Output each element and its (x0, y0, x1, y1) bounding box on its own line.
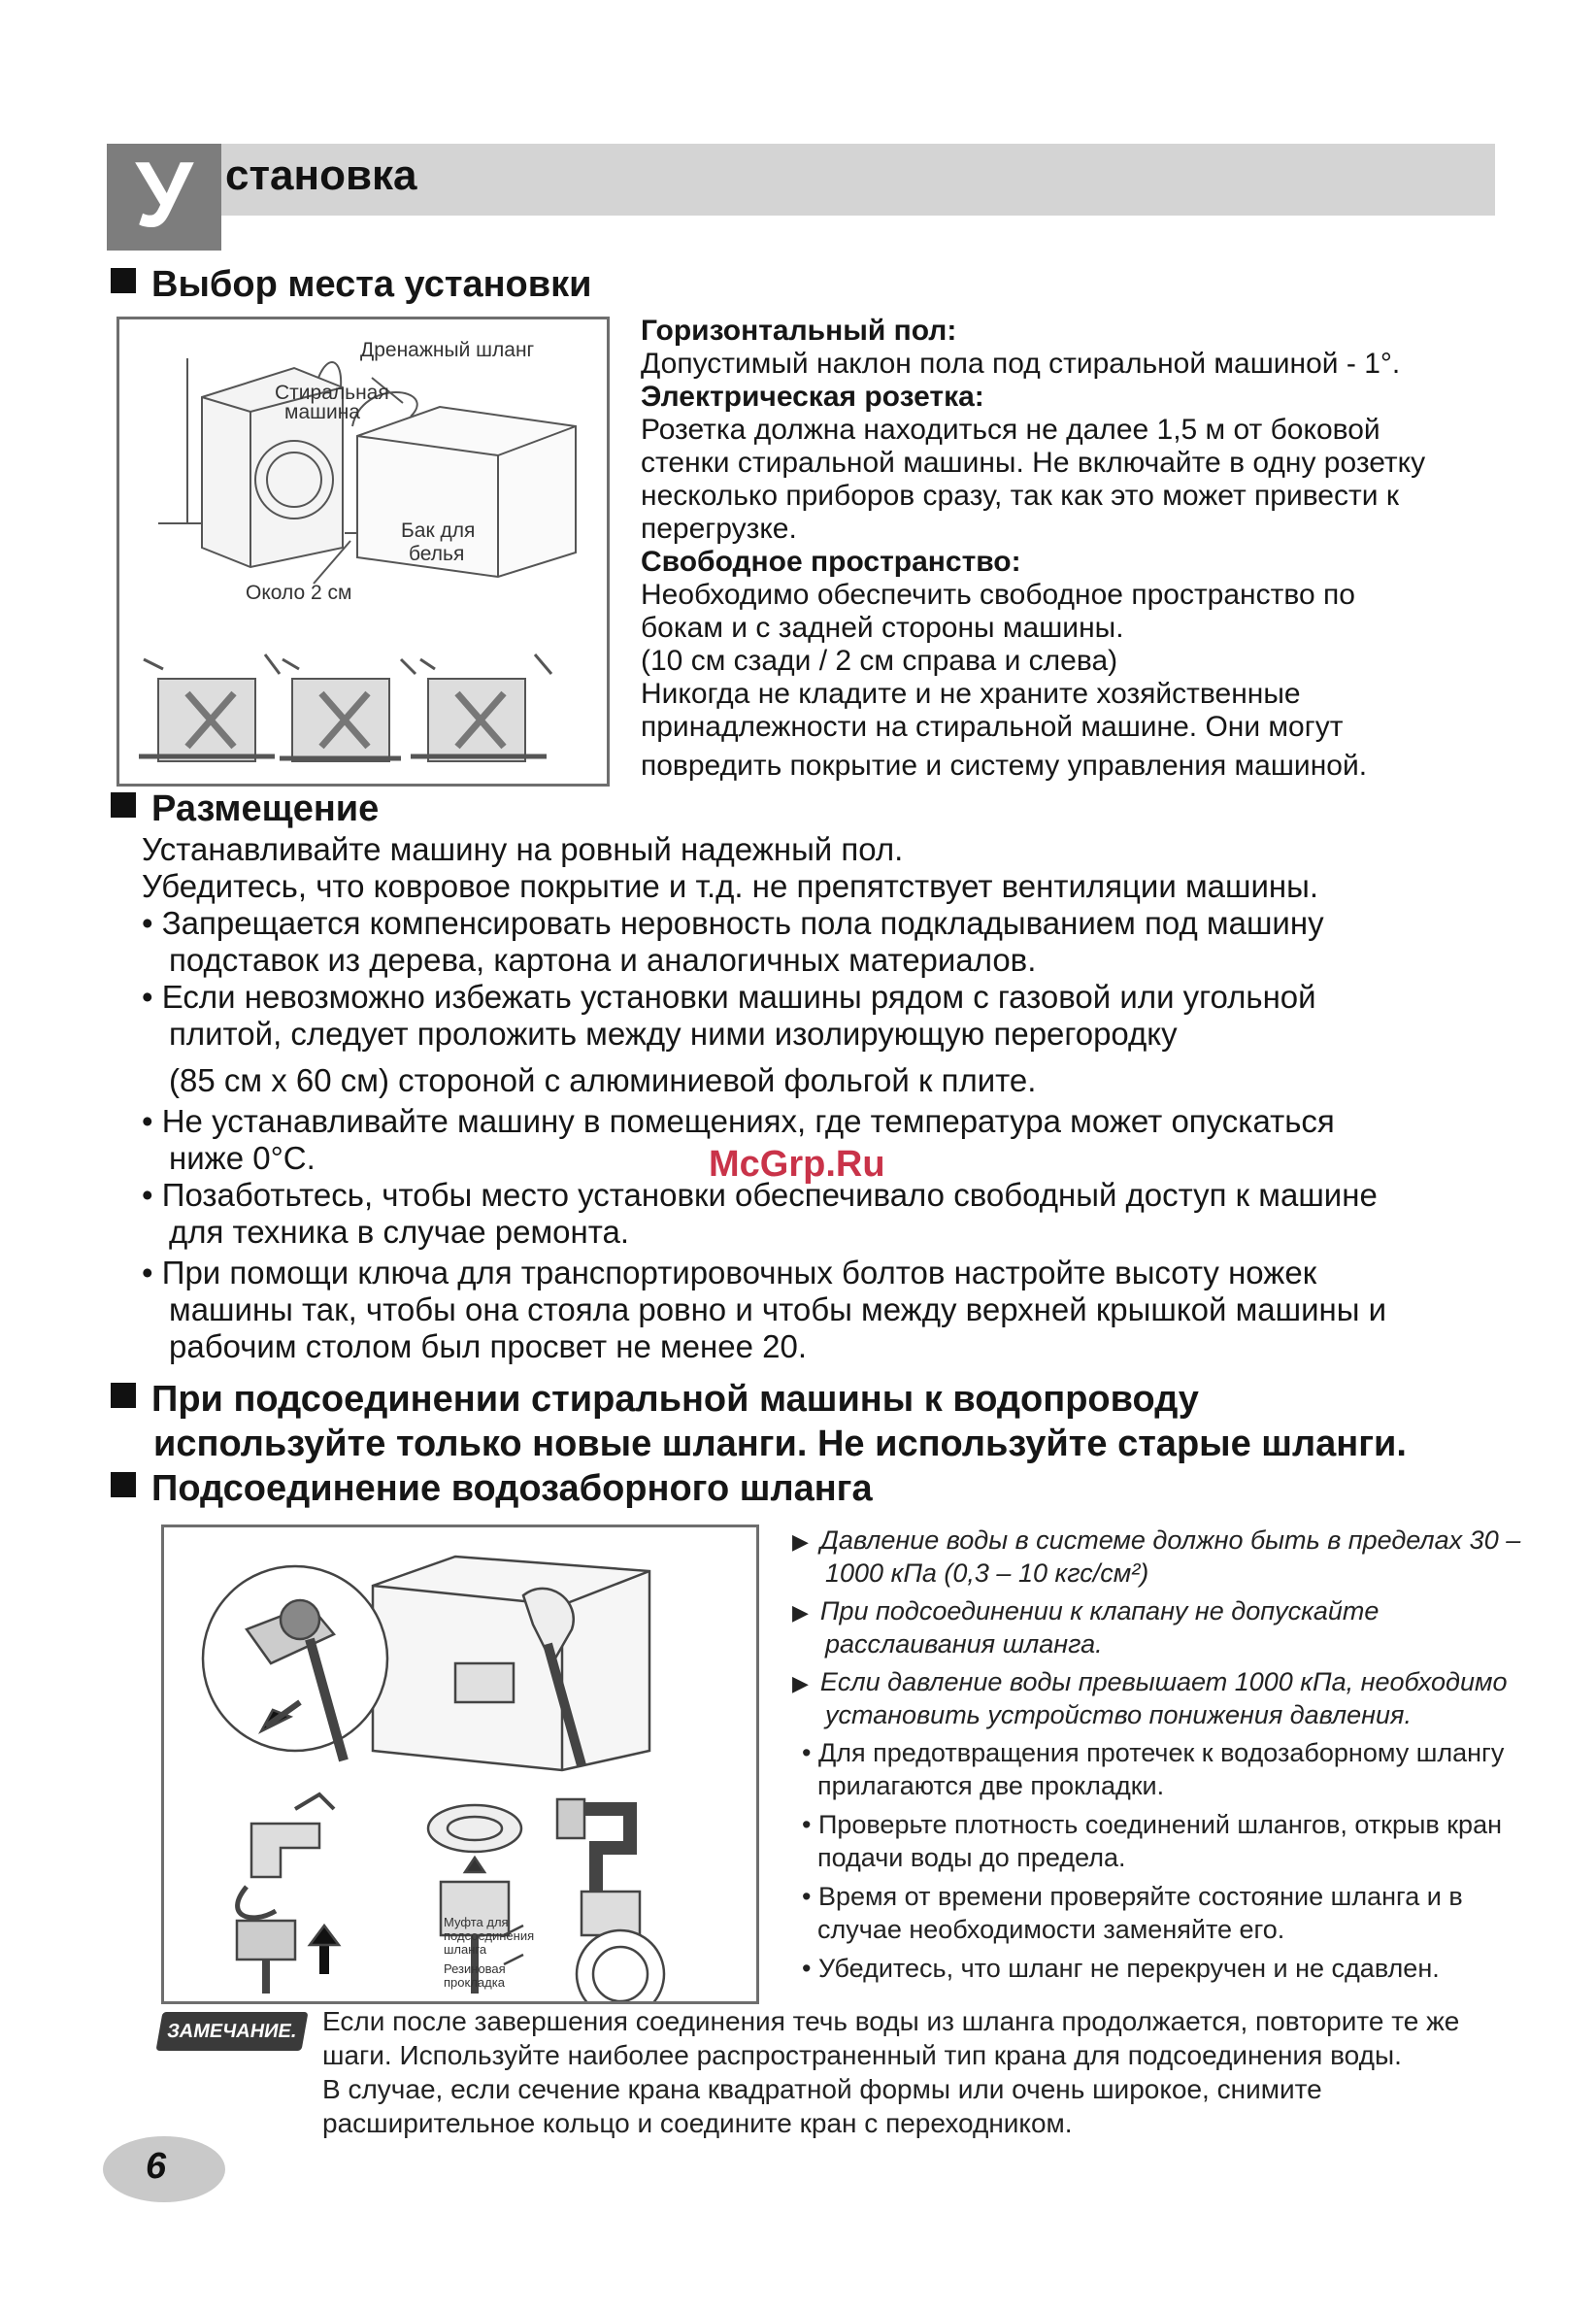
label-gasket-2: прокладка (444, 1975, 505, 1990)
triangle-bullet-icon: ▶ (792, 1529, 809, 1554)
italic-line (792, 1525, 1520, 1558)
square-bullet-icon (111, 1472, 136, 1497)
inlet-hose-figure (161, 1525, 759, 2004)
tip-line: • Для предотвращения протечек к водозаборному шлангу (802, 1738, 1505, 1767)
location-text-block (641, 315, 1425, 783)
section-heading-text: При подсоединении стиральной машины к водопроводу (151, 1379, 1199, 1420)
text-line: Необходимо обеспечить свободное пространство по (641, 579, 1355, 611)
text-line: Свободное пространство: (641, 546, 1021, 578)
bullet-line: ниже 0°C. (169, 1140, 316, 1176)
text-line: Убедитесь, что ковровое покрытие и т.д. не препятствует вентиляции машины. (142, 868, 1319, 904)
bullet-line: • Запрещается компенсировать неровность пола подкладыванием под машину (142, 905, 1324, 941)
text-line: стенки стиральной машины. Не включайте в одну розетку (641, 447, 1426, 479)
label-gap: Около 2 см (246, 582, 352, 604)
italic-line-text: Давление воды в системе должно быть в пределах 30 – (819, 1525, 1521, 1555)
tip-line: • Время от времени проверяйте состояние шланга и в (802, 1882, 1463, 1911)
bullet-line: машины так, чтобы она стояла ровно и чтобы между верхней крышкой машины и (169, 1291, 1387, 1327)
label-coupling-2: подсоединения (444, 1928, 535, 1943)
label-gasket-1: Резиновая (444, 1961, 506, 1976)
text-line: бокам и с задней стороны машины. (641, 612, 1124, 644)
italic-line: расслаивания шланга. (825, 1629, 1103, 1659)
italic-line-text: При подсоединении к клапану не допускайте (819, 1596, 1380, 1625)
bullet-line: для техника в случае ремонта. (169, 1214, 630, 1250)
italic-line: установить устройство понижения давления. (825, 1700, 1412, 1729)
section-heading-inlet-hose (111, 1468, 873, 1510)
label-drain-hose: Дренажный шланг (360, 339, 535, 361)
tip-line: случае необходимости заменяйте его. (817, 1915, 1285, 1944)
label-tub-1: Бак для (401, 519, 476, 542)
section-heading-text: Подсоединение водозаборного шланга (151, 1468, 873, 1509)
note-badge: ЗАМЕЧАНИЕ. (155, 2012, 308, 2051)
tip-line: • Проверьте плотность соединений шлангов, открыв кран (802, 1810, 1502, 1839)
bullet-line: • При помощи ключа для транспортировочных болтов настройте высоту ножек (142, 1255, 1317, 1290)
text-line: повредить покрытие и систему управления машиной. (641, 750, 1368, 782)
note-line: Если после завершения соединения течь воды из шланга продолжается, повторите те же (322, 2006, 1460, 2036)
text-line: Допустимый наклон пола под стиральной машиной - 1°. (641, 348, 1401, 380)
section-heading-placement (111, 788, 379, 830)
triangle-bullet-icon: ▶ (792, 1671, 809, 1695)
tip-line: подачи воды до предела. (817, 1843, 1126, 1872)
placement-bullets (142, 905, 1386, 1365)
text-line: (10 см сзади / 2 см справа и слева) (641, 645, 1118, 677)
label-tub-2: белья (409, 543, 465, 565)
italic-line: 1000 кПа (0,3 – 10 кгс/см²) (825, 1558, 1149, 1588)
text-line: Розетка должна находиться не далее 1,5 м от боковой (641, 414, 1380, 446)
italic-line (792, 1595, 1520, 1628)
bullet-line: • Позаботьтесь, чтобы место установки обеспечивало свободный доступ к машине (142, 1177, 1378, 1213)
page-title: становка (225, 151, 417, 199)
note-line: расширительное кольцо и соедините кран с переходником. (322, 2108, 1073, 2138)
placement-intro (142, 831, 1318, 905)
location-figure (116, 317, 610, 787)
text-line: Никогда не кладите и не храните хозяйственные (641, 678, 1301, 710)
inlet-hose-italic-notes (792, 1525, 1520, 1731)
text-line: Горизонтальный пол: (641, 315, 957, 347)
inlet-hose-tips (802, 1736, 1504, 1985)
label-washer-1: Стиральная (275, 382, 389, 404)
note-line: В случае, если сечение крана квадратной формы или очень широкое, снимите (322, 2074, 1322, 2104)
bullet-line: • Не устанавливайте машину в помещениях, где температура может опускаться (142, 1103, 1335, 1139)
bullet-line: (85 см x 60 см) стороной с алюминиевой фольгой к плите. (169, 1062, 1037, 1098)
triangle-bullet-icon: ▶ (792, 1600, 809, 1625)
header-initial-letter: У (107, 144, 221, 251)
square-bullet-icon (111, 268, 136, 293)
note-text (322, 2004, 1459, 2140)
bullet-line: подставок из дерева, картона и аналогичных материалов. (169, 942, 1037, 978)
text-line: несколько приборов сразу, так как это может привести к (641, 480, 1399, 512)
bullet-line: • Если невозможно избежать установки машины рядом с газовой или угольной (142, 979, 1316, 1015)
square-bullet-icon (111, 1383, 136, 1408)
section-heading-text: Размещение (151, 788, 380, 829)
text-line: перегрузке. (641, 513, 797, 545)
bullet-line: плитой, следует проложить между ними изолирующую перегородку (169, 1016, 1178, 1052)
text-line: Устанавливайте машину на ровный надежный пол. (142, 831, 904, 867)
page-number: 6 (146, 2146, 167, 2187)
label-coupling-1: Муфта для (444, 1915, 509, 1929)
text-line: принадлежности на стиральной машине. Они могут (641, 711, 1344, 743)
italic-line-text: Если давление воды превышает 1000 кПа, необходимо (819, 1667, 1508, 1696)
section-heading-new-hoses (111, 1379, 1199, 1421)
tip-line: • Убедитесь, что шланг не перекручен и не сдавлен. (802, 1954, 1440, 1983)
section-heading-location (111, 264, 592, 306)
label-coupling-3: шланга (444, 1942, 487, 1957)
label-washer-2: машина (284, 401, 360, 423)
watermark: McGrp.Ru (709, 1144, 885, 1185)
text-line: Электрическая розетка: (641, 381, 984, 413)
note-line: шаги. Используйте наиболее распространенный тип крана для подсоединения воды. (322, 2040, 1402, 2070)
square-bullet-icon (111, 792, 136, 818)
section-heading-new-hoses-cont: используйте только новые шланги. Не используйте старые шланги. (153, 1424, 1407, 1464)
bullet-line: рабочим столом был просвет не менее 20. (169, 1328, 808, 1364)
tip-line: прилагаются две прокладки. (817, 1771, 1165, 1800)
section-heading-text: Выбор места установки (151, 264, 592, 305)
italic-line (792, 1666, 1520, 1699)
